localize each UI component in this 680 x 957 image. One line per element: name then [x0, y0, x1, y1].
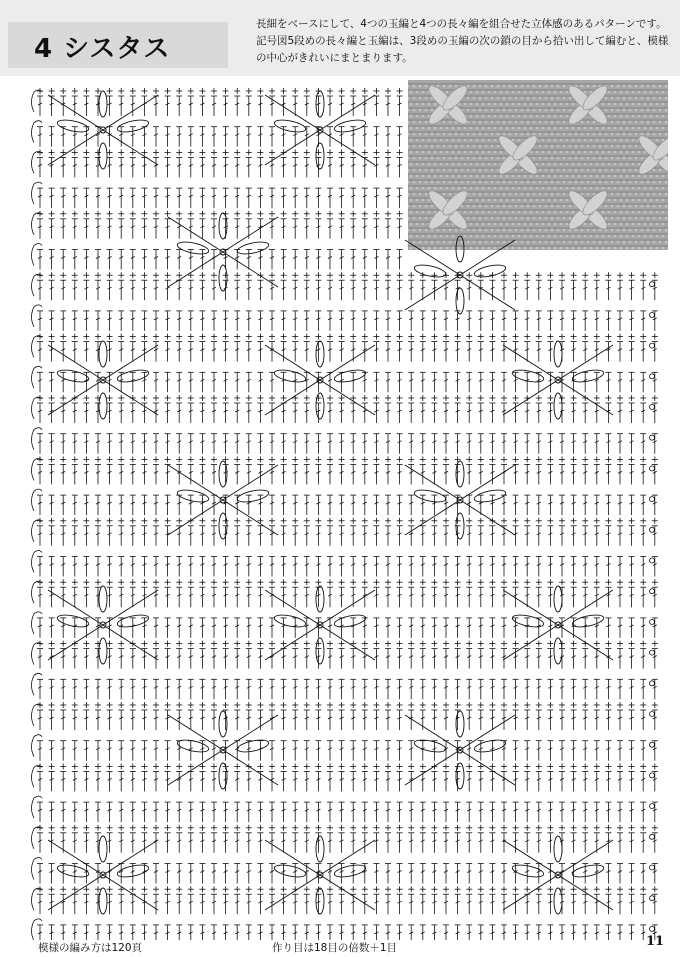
pattern-title: 4 シスタス [34, 34, 171, 64]
stitch-count-note: 作り目は18目の倍数＋1目 [272, 942, 398, 954]
crochet-chart [28, 80, 668, 940]
crochet-symbol-chart-icon [28, 80, 668, 940]
pattern-page-note: 模様の編み方は120頁 [38, 942, 143, 954]
page-number: 11 [646, 934, 665, 949]
pattern-description: 長細をベースにして、4つの玉編と4つの長々編を組合せた立体感のあるパターンです。記号図5段めの長々編と玉編は、3段めの玉編の次の鎖の目から拾い出して編むと、模様の中心がきれいにまとまります。 [256, 18, 669, 64]
